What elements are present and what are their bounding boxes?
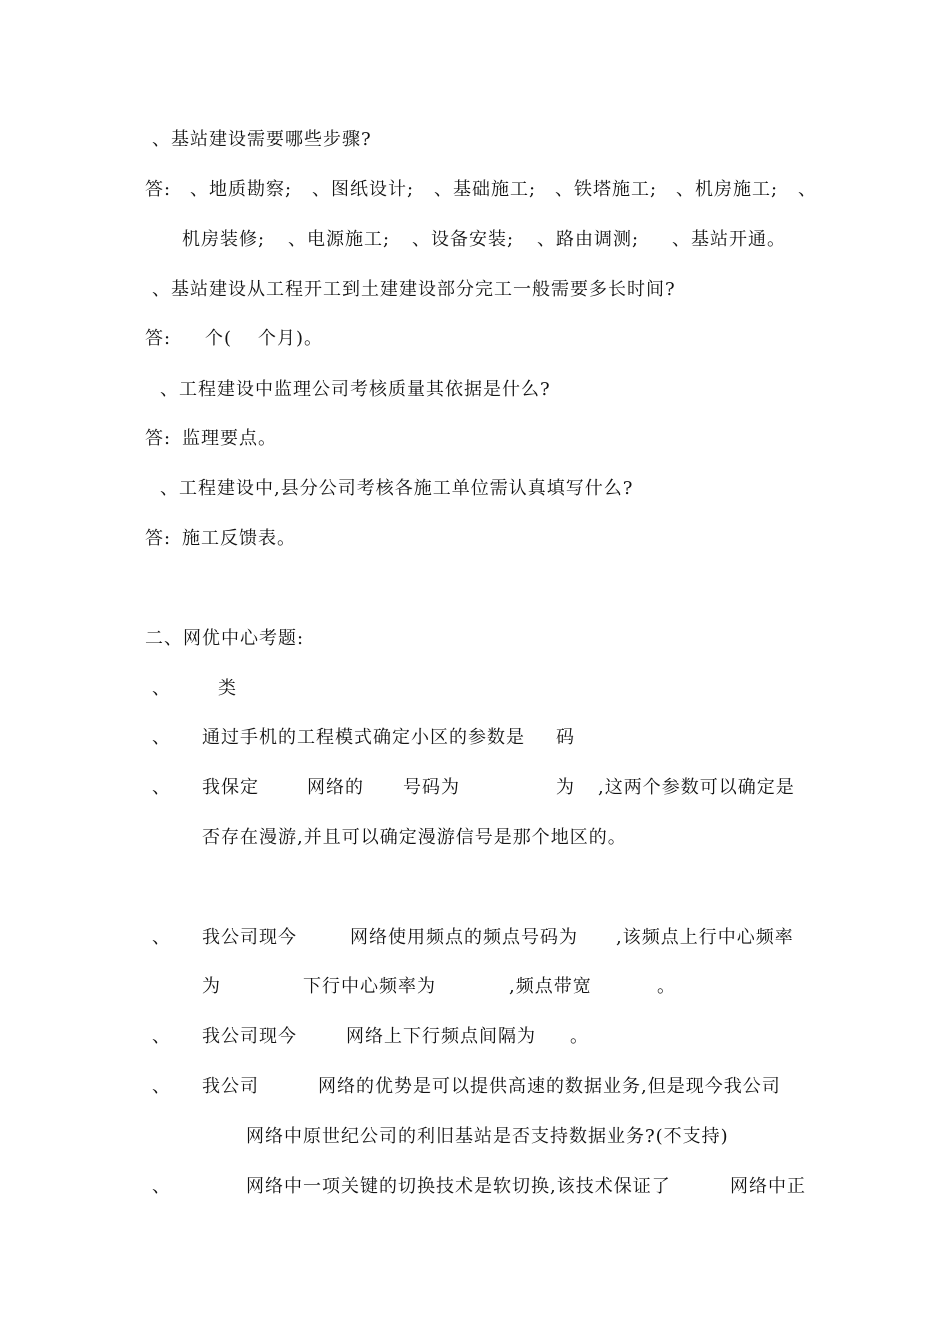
item-text: 我保定 bbox=[202, 777, 259, 798]
item-text: 网络的优势是可以提供高速的数据业务,但是现今我公司 bbox=[318, 1076, 781, 1097]
category-label: 类 bbox=[218, 678, 237, 699]
answer-1-step: 、机房施工; bbox=[676, 179, 779, 200]
item-text: 我公司 bbox=[202, 1076, 259, 1097]
answer-1-step: 、图纸设计; bbox=[312, 179, 415, 200]
item-text: 网络中正 bbox=[730, 1176, 806, 1197]
item-text: 。 bbox=[657, 976, 676, 997]
answer-1-step: 机房装修; bbox=[182, 229, 266, 250]
item-number: 、 bbox=[152, 1176, 171, 1197]
item-number: 、 bbox=[152, 777, 171, 798]
item-text: 码 bbox=[556, 727, 575, 748]
answer-1-step: 、路由调测; bbox=[537, 229, 640, 250]
answer-1-label: 答: bbox=[145, 179, 172, 200]
answer-2-label: 答: bbox=[145, 328, 172, 349]
section-heading: 二、网优中心考题: bbox=[145, 628, 305, 649]
question-4: 、工程建设中,县分公司考核各施工单位需认真填写什么? bbox=[160, 478, 634, 499]
answer-1-step: 、 bbox=[798, 179, 817, 200]
question-1: 、基站建设需要哪些步骤? bbox=[152, 129, 372, 150]
item-text: ,该频点上行中心频率 bbox=[616, 927, 794, 948]
item-continuation: 网络中原世纪公司的利旧基站是否支持数据业务?(不支持) bbox=[246, 1126, 729, 1147]
item-text: 为 bbox=[556, 777, 575, 798]
question-3: 、工程建设中监理公司考核质量其依据是什么? bbox=[160, 379, 551, 400]
item-text: 下行中心频率为 bbox=[303, 976, 436, 997]
item-text: 号码为 bbox=[403, 777, 460, 798]
item-text: 为 bbox=[202, 976, 221, 997]
answer-1-step: 、设备安装; bbox=[412, 229, 515, 250]
item-number: 、 bbox=[152, 727, 171, 748]
item-text: 网络中一项关键的切换技术是软切换,该技术保证了 bbox=[246, 1176, 671, 1197]
item-text: 网络使用频点的频点号码为 bbox=[350, 927, 578, 948]
item-number: 、 bbox=[152, 927, 171, 948]
answer-1-step: 、电源施工; bbox=[288, 229, 391, 250]
question-2: 、基站建设从工程开工到土建建设部分完工一般需要多长时间? bbox=[152, 279, 676, 300]
item-text: ,这两个参数可以确定是 bbox=[598, 777, 795, 798]
answer-3-label: 答: bbox=[145, 428, 172, 449]
answer-4-text: 施工反馈表。 bbox=[182, 528, 296, 549]
item-text: ,频点带宽 bbox=[509, 976, 592, 997]
item-number: 、 bbox=[152, 1076, 171, 1097]
answer-4-label: 答: bbox=[145, 528, 172, 549]
item-text: 网络上下行频点间隔为 bbox=[346, 1026, 536, 1047]
item-text: 我公司现今 bbox=[202, 927, 297, 948]
answer-2-part: 个月)。 bbox=[258, 328, 324, 349]
item-text: 。 bbox=[570, 1026, 589, 1047]
answer-2-part: 个( bbox=[205, 328, 233, 349]
item-text: 我公司现今 bbox=[202, 1026, 297, 1047]
item-text: 网络的 bbox=[307, 777, 364, 798]
answer-1-step: 、铁塔施工; bbox=[555, 179, 658, 200]
answer-1-step: 、基站开通。 bbox=[672, 229, 786, 250]
answer-1-step: 、基础施工; bbox=[434, 179, 537, 200]
item-number: 、 bbox=[152, 678, 171, 699]
item-continuation: 否存在漫游,并且可以确定漫游信号是那个地区的。 bbox=[202, 827, 627, 848]
answer-1-step: 、地质勘察; bbox=[190, 179, 293, 200]
answer-3-text: 监理要点。 bbox=[182, 428, 277, 449]
item-text: 通过手机的工程模式确定小区的参数是 bbox=[202, 727, 525, 748]
item-number: 、 bbox=[152, 1026, 171, 1047]
